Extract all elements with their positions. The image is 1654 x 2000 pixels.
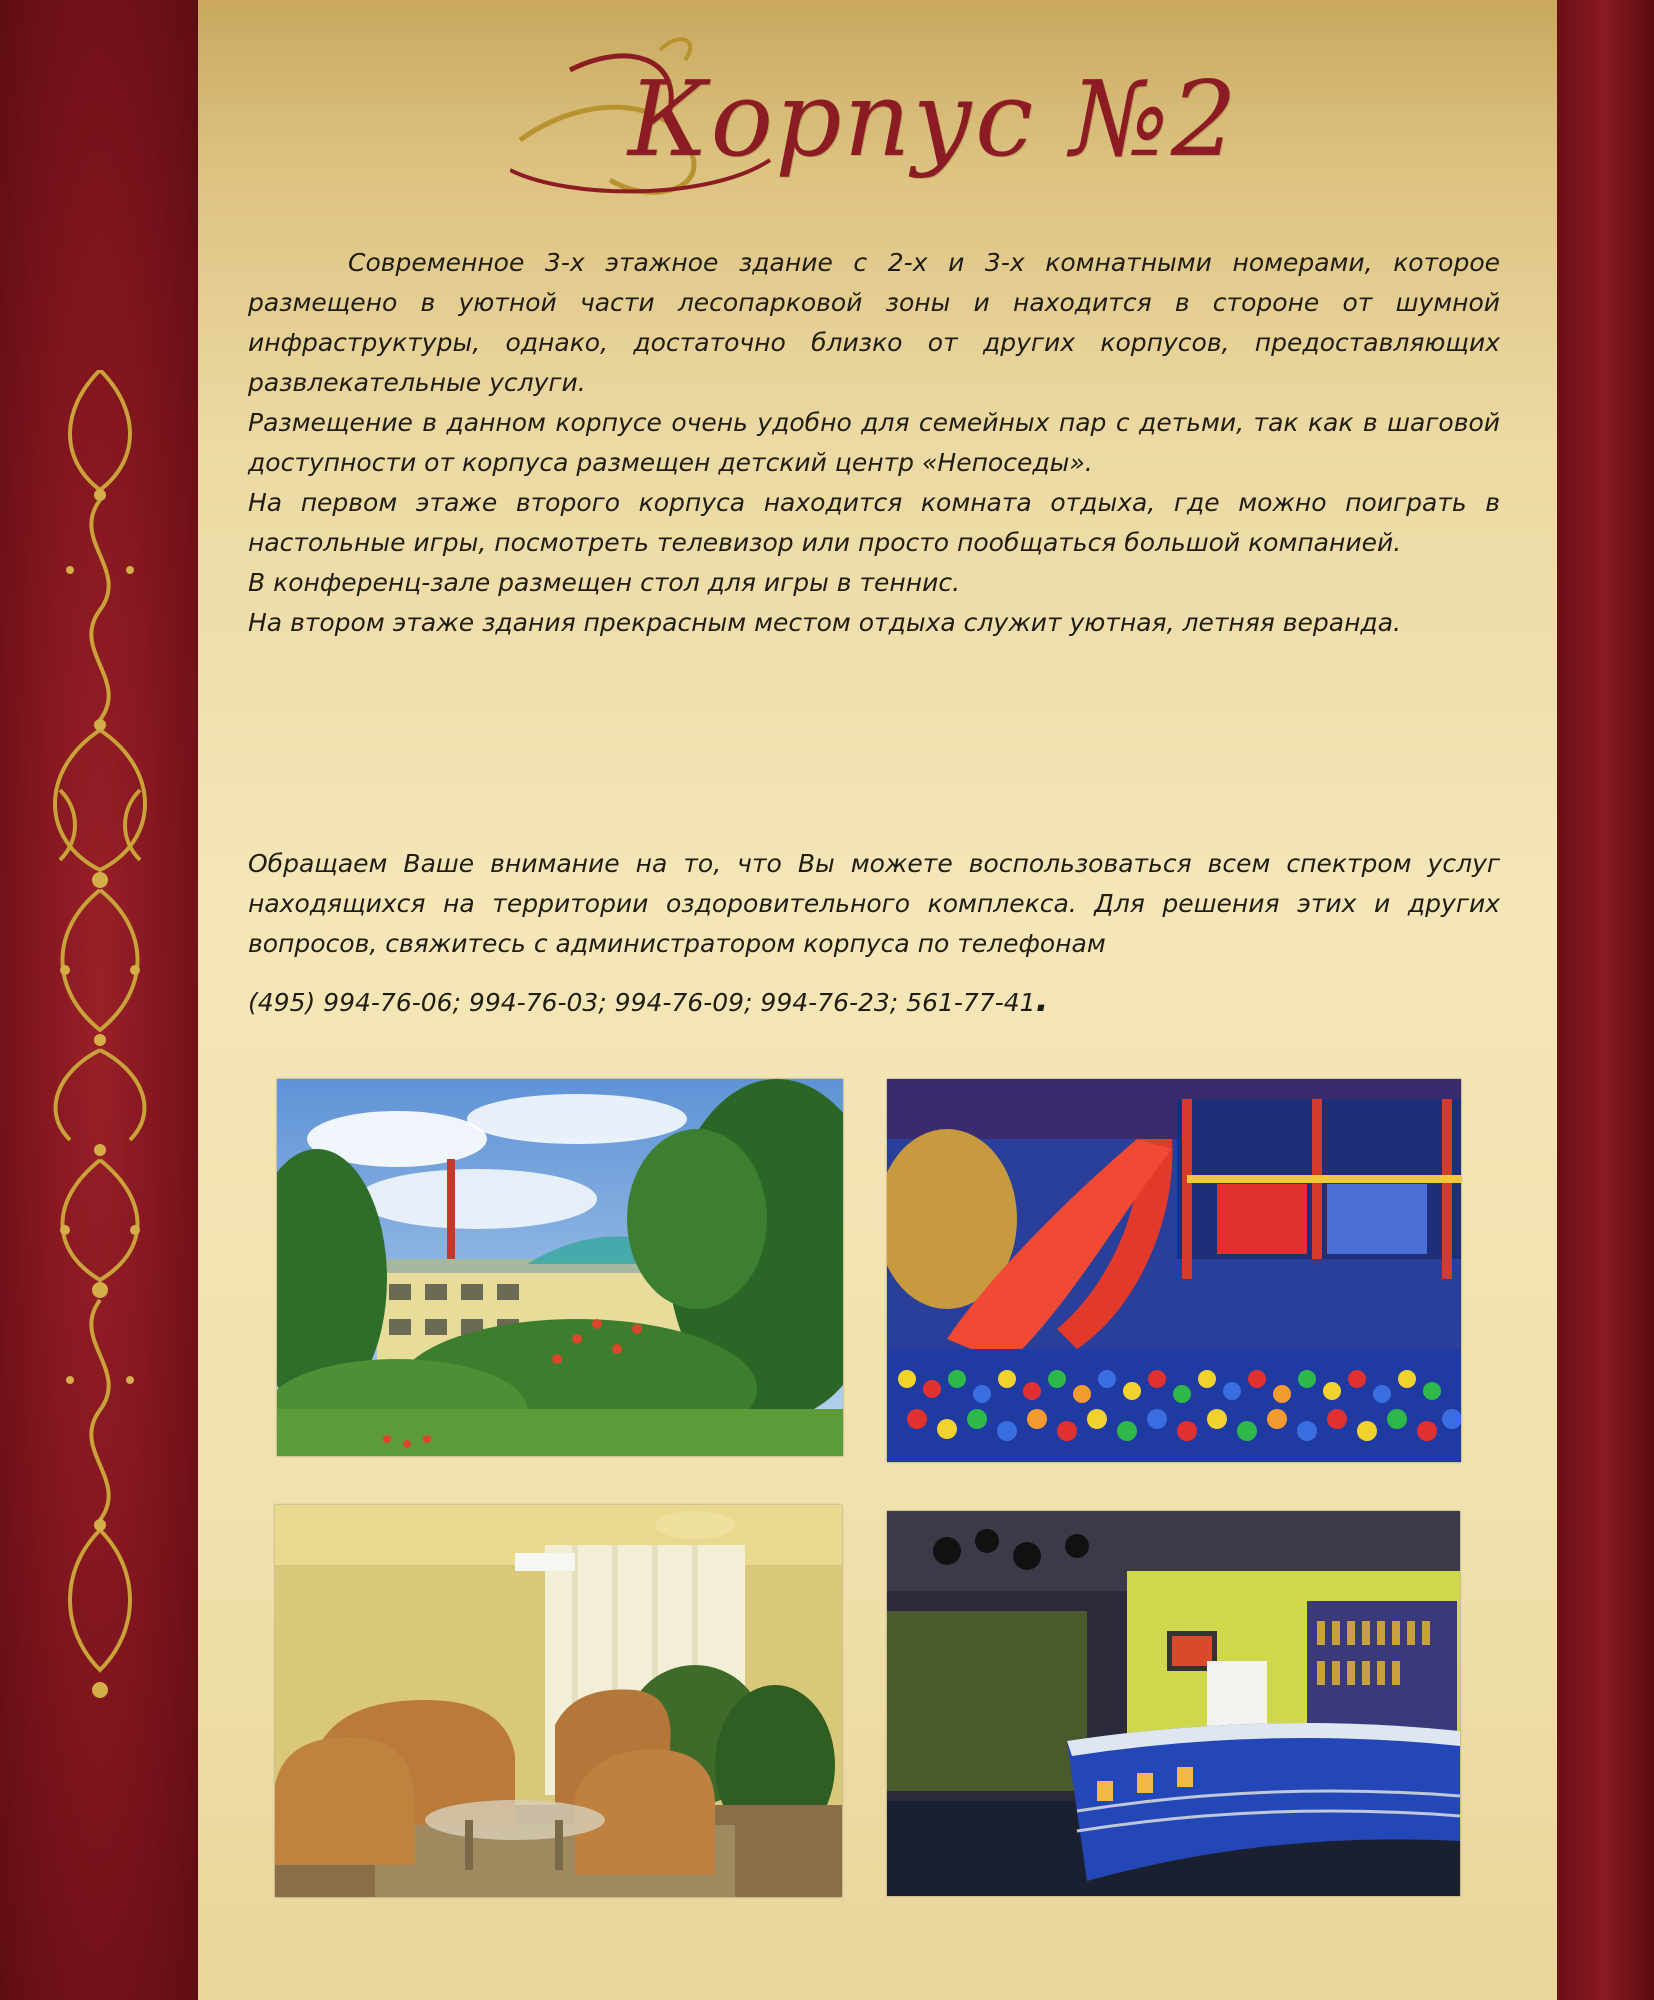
contact-notice: [248, 844, 1500, 964]
lounge-photo: [275, 1505, 842, 1897]
page-title: Корпус №2: [628, 58, 1239, 180]
paragraph-conference: В конференц-зале размещен стол для игры в теннис.: [248, 568, 961, 597]
phone-numbers: [248, 980, 1500, 1023]
phone-list: (495) 994-76-06; 994-76-03; 994-76-09; 994-76-23; 561-77-41: [248, 988, 1036, 1017]
paragraph-families: Размещение в данном корпусе очень удобно для семейных пар с детьми, так как в шаговой доступности от корпуса размещен детский центр «Непоседы».: [248, 408, 1500, 477]
paragraph-first-floor: На первом этаже второго корпуса находится комната отдыха, где можно поиграть в настольные игры, посмотреть телевизор или просто пообщаться большой компанией.: [248, 488, 1500, 557]
description: [248, 243, 1500, 643]
gold-ornament-icon: [30, 370, 170, 1710]
notice-text: Обращаем Ваше внимание на то, что Вы можете воспользоваться всем спектром услуг находящихся на территории оздоровительного комплекса. Для решения этих и других вопросов, свяжитесь с администратором корпуса по телефонам: [248, 849, 1500, 958]
right-decorative-band: [1557, 0, 1654, 2000]
building-photo: [277, 1079, 843, 1456]
phone-list-period: .: [1035, 980, 1049, 1020]
bar-photo: [887, 1511, 1460, 1896]
left-decorative-band: [0, 0, 198, 2000]
page-title-block: [510, 30, 1239, 205]
paragraph-building: Современное 3-х этажное здание с 2-х и 3-х комнатными номерами, которое размещено в уютной части лесопарковой зоны и находится в стороне от шумной инфраструктуры, однако, достаточно близко от других корпусов, предоставляющих развлекательные услуги.: [248, 248, 1500, 397]
playground-photo: [887, 1079, 1461, 1462]
paragraph-second-floor: На втором этаже здания прекрасным местом отдыха служит уютная, летняя веранда.: [248, 608, 1401, 637]
